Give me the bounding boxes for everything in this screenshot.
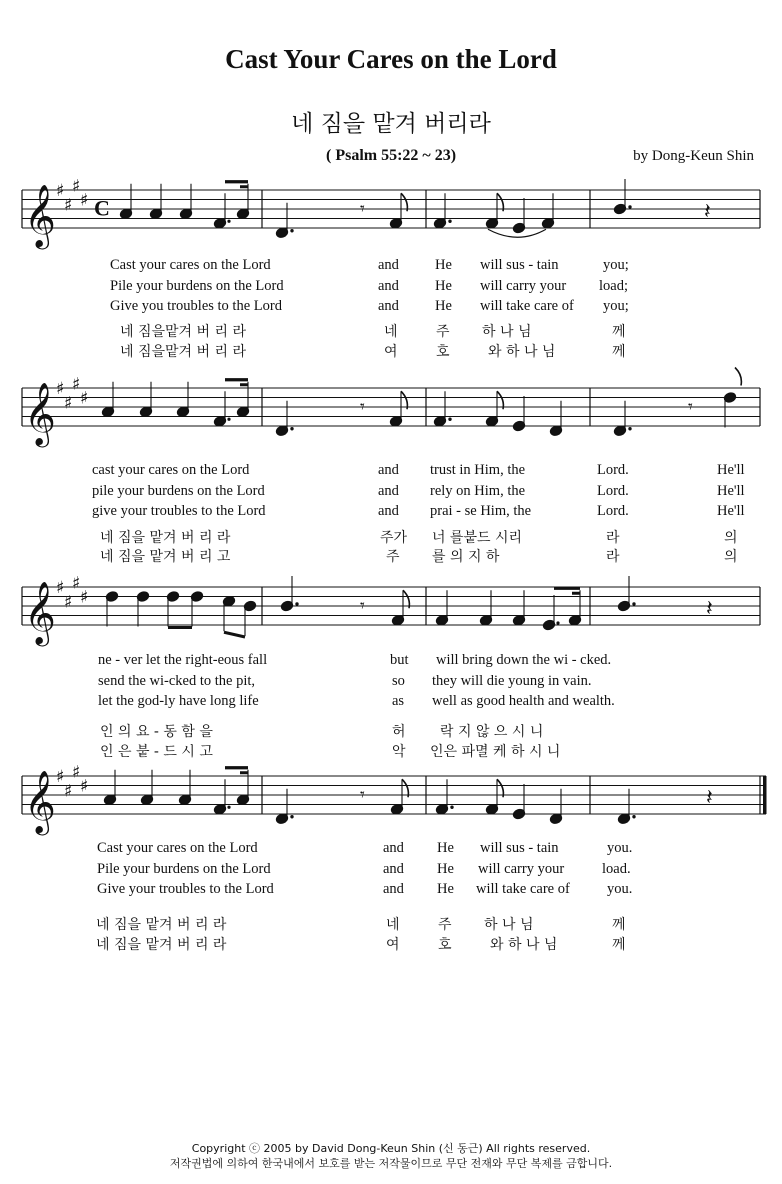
lyric-word: will carry your — [478, 861, 565, 877]
korean-lyric-word: 께 — [612, 917, 626, 933]
lyric-word: will sus - tain — [480, 840, 559, 856]
lyric-word: He — [437, 840, 454, 856]
treble-clef-icon: 𝄞 — [24, 770, 56, 833]
korean-lyric-word: 라 — [606, 549, 620, 565]
lyric-word: and — [378, 298, 399, 314]
korean-lyric-word: 허 — [392, 724, 406, 740]
sharp-icon: ♯ — [56, 379, 65, 399]
lyric-word: will take care of — [480, 298, 574, 314]
korean-lyric-line: 네 짐을 맡겨 버 리 라 — [96, 917, 227, 933]
lyric-line: send the wi-cked to the pit, — [98, 673, 256, 689]
time-signature: C — [94, 195, 110, 221]
lyric-line: ne - ver let the right-eous fall — [98, 652, 268, 668]
korean-lyric-line: 네 짐을맡겨 버 리 라 — [120, 324, 246, 340]
lyric-word: He — [435, 257, 452, 273]
lyric-word: you; — [603, 298, 629, 314]
lyric-word: and — [383, 881, 404, 897]
lyric-line: give your troubles to the Lord — [92, 503, 266, 519]
korean-lyric-word: 께 — [612, 937, 626, 953]
quarter-rest-icon: 𝄽 — [704, 199, 711, 225]
lyric-word: and — [378, 257, 399, 273]
lyric-word: so — [392, 673, 405, 689]
korean-lyric-word: 주 — [436, 324, 450, 340]
lyric-word: load. — [602, 861, 631, 877]
korean-title: 네 짐을 맡겨 버리라 — [291, 111, 491, 137]
lyric-word: will carry your — [480, 278, 567, 294]
treble-clef-icon: 𝄞 — [24, 382, 56, 445]
korean-lyric-word: 네 — [384, 324, 398, 340]
lyric-word: will sus - tain — [480, 257, 559, 273]
lyric-word: will bring down the wi - cked. — [436, 652, 612, 668]
korean-lyric-word: 와 하 나 님 — [488, 344, 556, 360]
lyric-word: Lord. — [597, 483, 629, 499]
lyric-word: they will die young in vain. — [432, 673, 592, 689]
lyric-line: Pile your burdens on the Lord — [110, 278, 284, 294]
copyright-line-english: Copyright ⓒ 2005 by David Dong-Keun Shin (신 동근) All rights reserved. — [191, 1142, 591, 1155]
copyright-notice — [0, 1142, 782, 1172]
korean-lyric-word: 호 — [438, 937, 452, 953]
lyric-word: you. — [607, 881, 633, 897]
korean-lyric-word: 의 — [724, 530, 738, 546]
korean-lyric-line: 네 짐을 맡겨 버 리 고 — [100, 549, 231, 565]
lyric-word: Lord. — [597, 503, 629, 519]
dot — [227, 806, 230, 809]
korean-lyric-line: 네 짐을 맡겨 버 리 라 — [96, 937, 227, 953]
korean-lyric-word: 인은 파멸 케 하 시 니 — [430, 744, 561, 760]
lyric-word: and — [378, 483, 399, 499]
lyric-word: He — [437, 861, 454, 877]
sharp-icon: ♯ — [80, 587, 89, 608]
composer-credit: by Dong-Keun Shin — [633, 148, 754, 164]
lyric-word: He — [437, 881, 454, 897]
lyric-word: load; — [599, 278, 628, 294]
treble-clef-icon: 𝄞 — [24, 581, 56, 644]
lyric-word: will take care of — [476, 881, 570, 897]
sharp-icon: ♯ — [80, 776, 89, 797]
sharp-icon: ♯ — [64, 195, 73, 216]
korean-lyric-word: 주가 — [380, 530, 408, 546]
lyric-word: He'll — [717, 483, 745, 499]
sharp-icon: ♯ — [64, 592, 73, 613]
korean-lyric-word: 주 — [386, 549, 400, 565]
lyric-word: as — [392, 693, 405, 709]
sharp-icon: ♯ — [72, 374, 81, 395]
korean-lyric-word: 라 — [606, 530, 620, 546]
sharp-icon: ♯ — [80, 388, 89, 409]
lyric-word: Lord. — [597, 462, 629, 478]
song-title: Cast Your Cares on the Lord — [225, 44, 557, 74]
lyric-word: you. — [607, 840, 633, 856]
eighth-rest-icon: 𝄾 — [360, 198, 365, 220]
copyright-line-korean: 저작권법에 의하여 한국내에서 보호를 받는 저작물이므로 무단 전재와 무단 복제를 금합니다. — [169, 1156, 613, 1170]
korean-lyric-word: 너 를붙드 시리 — [432, 530, 523, 546]
lyric-word: and — [378, 503, 399, 519]
lyric-word: well as good health and wealth. — [432, 693, 615, 709]
korean-lyric-word: 께 — [612, 344, 626, 360]
lyric-line: Cast your cares on the Lord — [97, 840, 258, 856]
lyric-word: He — [435, 298, 452, 314]
korean-lyric-word: 주 — [438, 917, 452, 933]
dot — [450, 806, 453, 809]
lyric-word: prai - se Him, the — [430, 503, 532, 519]
lyric-word: He'll — [717, 503, 745, 519]
lyric-word: rely on Him, the — [430, 483, 526, 499]
lyric-line: Pile your burdens on the Lord — [97, 861, 271, 877]
korean-lyric-word: 악 — [392, 744, 406, 760]
sharp-icon: ♯ — [72, 762, 81, 783]
korean-lyric-word: 여 — [386, 937, 400, 953]
sharp-icon: ♯ — [72, 573, 81, 594]
korean-lyric-word: 를 의 지 하 — [432, 549, 500, 565]
korean-lyric-line: 인 의 요 - 동 함 을 — [100, 724, 213, 740]
korean-lyric-word: 의 — [724, 549, 738, 565]
sharp-icon: ♯ — [56, 767, 65, 787]
sharp-icon: ♯ — [56, 181, 65, 201]
korean-lyric-word: 하 나 님 — [484, 917, 534, 933]
lyric-line: let the god-ly have long life — [98, 693, 259, 709]
korean-lyric-word: 께 — [612, 324, 626, 340]
korean-lyric-word: 네 — [386, 917, 400, 933]
korean-lyric-word: 호 — [436, 344, 450, 360]
korean-lyric-word: 와 하 나 님 — [490, 937, 558, 953]
lyric-word: and — [383, 861, 404, 877]
scripture-reference: ( Psalm 55:22 ~ 23) — [326, 147, 457, 164]
lyric-word: and — [383, 840, 404, 856]
lyric-word: He'll — [717, 462, 745, 478]
korean-lyric-line: 네 짐을 맡겨 버 리 라 — [100, 530, 231, 546]
quarter-rest-icon: 𝄽 — [706, 596, 713, 622]
dot — [632, 815, 635, 818]
lyric-line: Give your troubles to the Lord — [97, 881, 274, 897]
dot — [290, 815, 293, 818]
final-barline — [763, 776, 767, 814]
korean-lyric-word: 하 나 님 — [482, 324, 532, 340]
lyric-word: but — [390, 652, 409, 668]
lyric-word: trust in Him, the — [430, 462, 526, 478]
lyric-line: Give you troubles to the Lord — [110, 298, 282, 314]
korean-lyric-word: 여 — [384, 344, 398, 360]
lyric-word: and — [378, 462, 399, 478]
sharp-icon: ♯ — [64, 781, 73, 802]
quarter-rest-icon: 𝄽 — [706, 785, 713, 811]
lyric-line: Cast your cares on the Lord — [110, 257, 271, 273]
lyric-word: and — [378, 278, 399, 294]
eighth-rest-icon: 𝄾 — [688, 396, 693, 418]
eighth-rest-icon: 𝄾 — [360, 595, 365, 617]
korean-lyric-line: 인 은 붙 - 드 시 고 — [100, 744, 213, 760]
sharp-icon: ♯ — [80, 190, 89, 211]
sharp-icon: ♯ — [72, 176, 81, 197]
korean-lyric-word: 락 지 않 으 시 니 — [440, 724, 544, 740]
sharp-icon: ♯ — [64, 393, 73, 414]
lyric-line: pile your burdens on the Lord — [92, 483, 265, 499]
lyric-word: you; — [603, 257, 629, 273]
treble-clef-icon: 𝄞 — [24, 184, 56, 247]
sharp-icon: ♯ — [56, 578, 65, 598]
lyric-word: He — [435, 278, 452, 294]
korean-lyric-line: 네 짐을맡겨 버 리 라 — [120, 344, 246, 360]
lyric-line: cast your cares on the Lord — [92, 462, 250, 478]
eighth-rest-icon: 𝄾 — [360, 784, 365, 806]
eighth-rest-icon: 𝄾 — [360, 396, 365, 418]
